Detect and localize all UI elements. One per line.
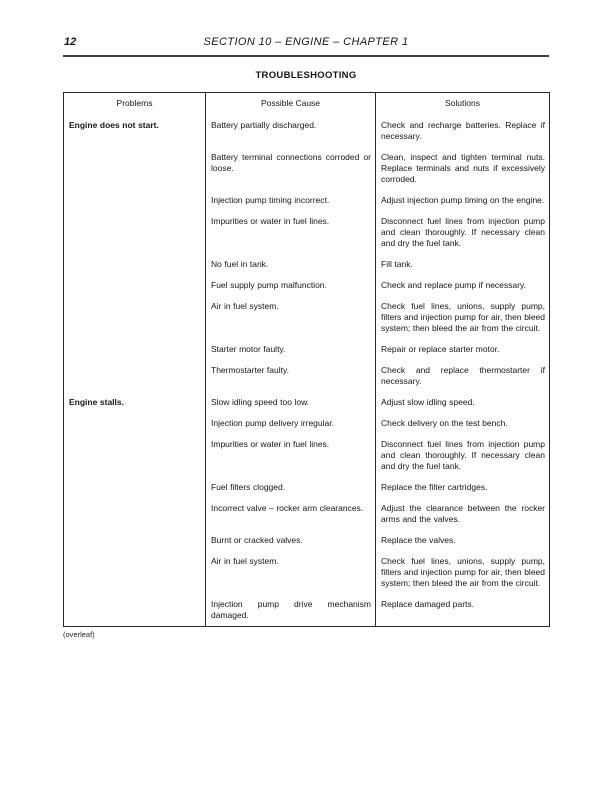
- problem-cell: [64, 503, 206, 535]
- table-header-row: [64, 93, 550, 115]
- cause-cell: Injection pump delivery irregular.: [206, 418, 376, 439]
- page-content: [63, 36, 549, 639]
- table-row: [64, 365, 550, 397]
- problem-cell: Engine stalls.: [69, 397, 124, 407]
- solution-cell: Check fuel lines, unions, supply pump, filters and injection pump for air, then bleed system; then bleed the air from the circuit.: [376, 556, 550, 599]
- cause-cell: Starter motor faulty.: [206, 344, 376, 365]
- header-title: SECTION 10 – ENGINE – CHAPTER 1: [203, 36, 409, 48]
- problem-cell: [64, 216, 206, 259]
- solution-cell: Replace the filter cartridges.: [376, 482, 550, 503]
- cause-cell: Impurities or water in fuel lines.: [206, 439, 376, 482]
- cause-cell: Slow idling speed too low.: [206, 397, 376, 418]
- cause-cell: Air in fuel system.: [206, 556, 376, 599]
- solution-cell: Replace damaged parts.: [376, 599, 550, 627]
- solution-cell: Check and replace thermostarter if necessary.: [376, 365, 550, 397]
- table-row: [64, 439, 550, 482]
- table-header: [64, 93, 550, 115]
- table-row: [64, 195, 550, 216]
- problem-cell: Engine does not start.: [69, 120, 159, 130]
- problem-cell: [64, 259, 206, 280]
- cause-cell: Impurities or water in fuel lines.: [206, 216, 376, 259]
- cause-cell: Injection pump drive mechanism damaged.: [206, 599, 376, 627]
- problem-cell: [64, 365, 206, 397]
- table-row: [64, 114, 550, 152]
- problem-cell: [64, 556, 206, 599]
- cause-cell: Air in fuel system.: [206, 301, 376, 344]
- table-body: [64, 114, 550, 627]
- table-row: [64, 482, 550, 503]
- solution-cell: Disconnect fuel lines from injection pump and clean thoroughly. If necessary clean and dry the fuel tank.: [376, 439, 550, 482]
- table-row: [64, 397, 550, 418]
- solution-cell: Check and replace pump if necessary.: [376, 280, 550, 301]
- table-row: [64, 259, 550, 280]
- page-number: 12: [64, 36, 77, 48]
- solution-cell: Check delivery on the test bench.: [376, 418, 550, 439]
- problem-cell: [64, 344, 206, 365]
- footer-note: (overleaf): [63, 630, 95, 639]
- solution-cell: Clean, inspect and tighten terminal nuts. Replace terminals and nuts if excessively corroded.: [376, 152, 550, 195]
- problem-cell: [64, 535, 206, 556]
- cause-cell: Incorrect valve – rocker arm clearances.: [206, 503, 376, 535]
- solution-cell: Replace the valves.: [376, 535, 550, 556]
- problem-cell: [64, 301, 206, 344]
- page-title: TROUBLESHOOTING: [255, 70, 357, 81]
- table-row: [64, 556, 550, 599]
- cause-cell: No fuel in tank.: [206, 259, 376, 280]
- solution-cell: Disconnect fuel lines from injection pump and clean thoroughly. If necessary clean and dry the fuel tank.: [376, 216, 550, 259]
- troubleshooting-table: [63, 92, 550, 627]
- table-row: [64, 418, 550, 439]
- cause-cell: Burnt or cracked valves.: [206, 535, 376, 556]
- solution-cell: Fill tank.: [376, 259, 550, 280]
- solution-cell: Adjust injection pump timing on the engine.: [376, 195, 550, 216]
- problem-cell: [64, 599, 206, 627]
- solution-cell: Repair or replace starter motor.: [376, 344, 550, 365]
- column-header-problems: Problems: [116, 98, 153, 108]
- cause-cell: Thermostarter faulty.: [206, 365, 376, 397]
- cause-cell: Injection pump timing incorrect.: [206, 195, 376, 216]
- cause-cell: Battery partially discharged.: [206, 114, 376, 152]
- solution-cell: Check fuel lines, unions, supply pump, filters and injection pump for air, then bleed system; then bleed the air from the circuit.: [376, 301, 550, 344]
- table-row: [64, 599, 550, 627]
- problem-cell: [64, 152, 206, 195]
- solution-cell: Adjust the clearance between the rocker arms and the valves.: [376, 503, 550, 535]
- solution-cell: Check and recharge batteries. Replace if necessary.: [376, 114, 550, 152]
- table-row: [64, 535, 550, 556]
- cause-cell: Fuel filters clogged.: [206, 482, 376, 503]
- table-row: [64, 344, 550, 365]
- table-row: [64, 503, 550, 535]
- table-row: [64, 280, 550, 301]
- column-header-possible-cause: Possible Cause: [206, 93, 376, 115]
- table-row: [64, 301, 550, 344]
- problem-cell: [64, 280, 206, 301]
- table-row: [64, 216, 550, 259]
- solution-cell: Adjust slow idling speed.: [376, 397, 550, 418]
- problem-cell: [64, 195, 206, 216]
- page-header: [63, 36, 549, 57]
- column-header-solutions: Solutions: [376, 93, 550, 115]
- cause-cell: Battery terminal connections corroded or loose.: [206, 152, 376, 195]
- problem-cell: [64, 418, 206, 439]
- problem-cell: [64, 482, 206, 503]
- problem-cell: [64, 439, 206, 482]
- table-row: [64, 152, 550, 195]
- cause-cell: Fuel supply pump malfunction.: [206, 280, 376, 301]
